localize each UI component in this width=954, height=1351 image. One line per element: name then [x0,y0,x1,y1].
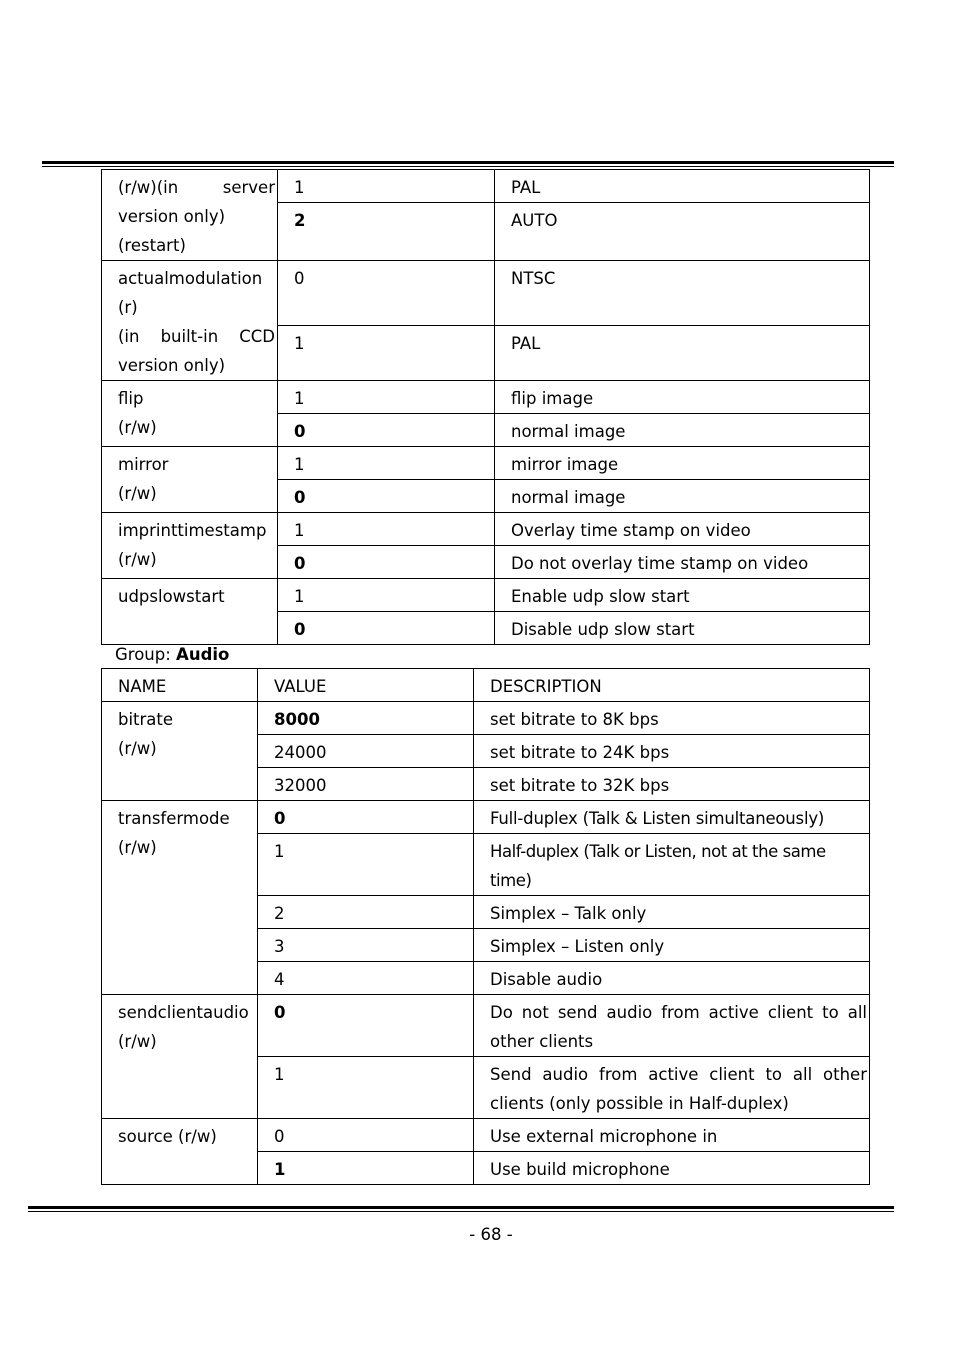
value-cell: 0 [258,1119,474,1152]
value-cell: 1 [278,170,495,203]
param-name-cell: bitrate (r/w) [102,702,258,801]
table-row [102,801,870,834]
table-row [102,579,870,612]
page-number: - 68 - [469,1225,513,1244]
column-header-value: VALUE [258,669,474,702]
value-cell: 24000 [258,735,474,768]
description-cell: Enable udp slow start [495,579,870,612]
description-cell: Disable udp slow start [495,612,870,645]
param-name-cell: (r/w)(in server version only) (restart) [102,170,278,261]
table-row [102,1119,870,1152]
column-header-name: NAME [102,669,258,702]
description-cell: Do not overlay time stamp on video [495,546,870,579]
description-cell: Do not send audio from active client to all other clients [474,995,870,1057]
description-cell: NTSC [495,261,870,326]
value-cell-default: 0 [258,995,474,1057]
param-name-cell: source (r/w) [102,1119,258,1185]
value-cell: 1 [278,513,495,546]
description-cell: set bitrate to 8K bps [474,702,870,735]
value-cell-default: 0 [258,801,474,834]
table-row [102,447,870,480]
value-cell-default: 2 [278,203,495,261]
table-row [102,995,870,1057]
value-cell-default: 0 [278,480,495,513]
value-cell: 4 [258,962,474,995]
param-name-cell: actualmodulation (r) (in built-in CCD version only) [102,261,278,381]
value-cell: 2 [258,896,474,929]
value-cell: 1 [258,1057,474,1119]
description-cell: PAL [495,170,870,203]
description-cell: Overlay time stamp on video [495,513,870,546]
value-cell-default: 0 [278,612,495,645]
description-cell: Simplex – Listen only [474,929,870,962]
value-cell: 1 [278,579,495,612]
param-name-cell: transfermode (r/w) [102,801,258,995]
value-cell-default: 0 [278,546,495,579]
value-cell: 3 [258,929,474,962]
table-header-row [102,669,870,702]
description-cell: Half-duplex (Talk or Listen, not at the same time) [474,834,870,896]
description-cell: normal image [495,414,870,447]
table-row [102,381,870,414]
description-cell: normal image [495,480,870,513]
value-cell: 1 [278,447,495,480]
description-cell: AUTO [495,203,870,261]
description-cell: set bitrate to 32K bps [474,768,870,801]
header-rule [42,161,894,164]
value-cell-default: 0 [278,414,495,447]
description-cell: Use build microphone [474,1152,870,1185]
description-cell: Full-duplex (Talk & Listen simultaneously) [474,801,870,834]
table-row [102,702,870,735]
description-cell: Send audio from active client to all other clients (only possible in Half-duplex) [474,1057,870,1119]
group-name: Audio [176,645,230,664]
value-cell: 1 [278,326,495,381]
value-cell: 32000 [258,768,474,801]
param-name-cell: mirror (r/w) [102,447,278,513]
table-row [102,170,870,203]
value-cell: 0 [278,261,495,326]
description-cell: Use external microphone in [474,1119,870,1152]
description-cell: Simplex – Talk only [474,896,870,929]
column-header-description: DESCRIPTION [474,669,870,702]
group-heading: Group: Audio [115,645,230,664]
description-cell: set bitrate to 24K bps [474,735,870,768]
table-row [102,261,870,326]
param-name-cell: udpslowstart [102,579,278,645]
description-cell: Disable audio [474,962,870,995]
value-cell: 1 [278,381,495,414]
param-name-cell: sendclientaudio (r/w) [102,995,258,1119]
description-cell: mirror image [495,447,870,480]
audio-settings-table [101,668,870,1185]
description-cell: flip image [495,381,870,414]
description-cell: PAL [495,326,870,381]
param-name-cell: imprinttimestamp (r/w) [102,513,278,579]
video-settings-table [101,169,870,645]
value-cell-default: 8000 [258,702,474,735]
value-cell-default: 1 [258,1152,474,1185]
table-row [102,513,870,546]
footer-rule [28,1206,894,1209]
param-name-cell: flip (r/w) [102,381,278,447]
value-cell: 1 [258,834,474,896]
